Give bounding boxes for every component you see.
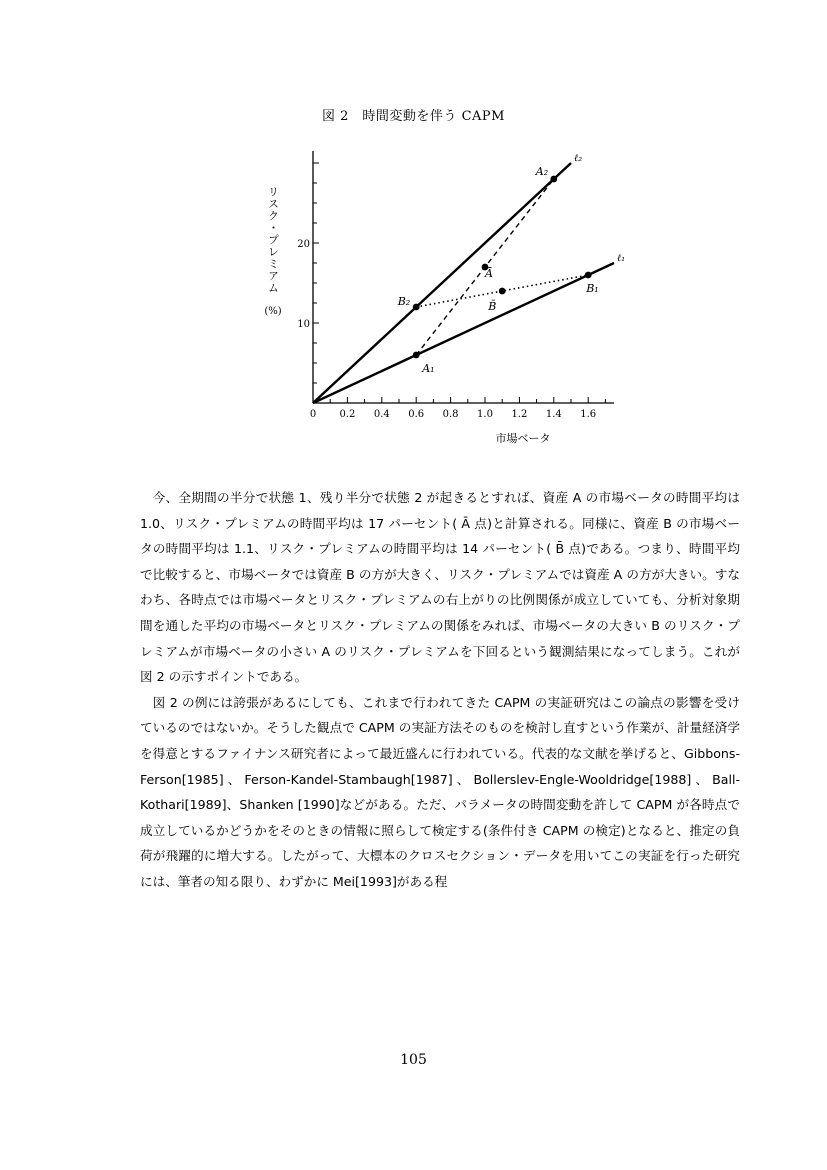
line-label: ℓ₁ bbox=[617, 253, 626, 264]
x-axis-label: 市場ベータ bbox=[495, 432, 551, 445]
y-axis-unit: (%) bbox=[264, 306, 282, 317]
x-tick-label: 0.2 bbox=[339, 409, 356, 420]
point-label: Ā bbox=[485, 267, 493, 280]
x-tick-label: 1.0 bbox=[477, 409, 493, 420]
x-tick-label: 0.4 bbox=[373, 409, 390, 420]
chart bbox=[255, 138, 635, 448]
page-number: 105 bbox=[400, 1052, 427, 1068]
x-tick-label: 1.6 bbox=[580, 409, 597, 420]
data-point bbox=[585, 272, 592, 279]
chart-axes bbox=[313, 151, 614, 403]
point-label: B₁ bbox=[586, 282, 599, 295]
point-label: B̄ bbox=[488, 300, 497, 313]
chart-lines bbox=[313, 163, 614, 403]
data-point bbox=[413, 304, 420, 311]
paragraph-2: 図 2 の例には誇張があるにしても、これまで行われてきた CAPM の実証研究はこの論点の影響を受けているのではないか。そうした観点で CAPM の実証方法そのものを検討し直すという作業が、計量経済学を得意とするファイナンス研究者によって最近盛んに行われている。代表的な文献を挙げると、Gibbons-Ferson[1985]、Ferson-Kandel-Stambaugh[1987]、Bollerslev-Engle-Wooldridge[1988]、Ball-Kothari[1989]、Shanken [1990]などがある。ただ、パラメータの時間変動を許して CAPM が各時点で成立しているかどうかをそのときの情報に照らして検定する(条件付き CAPM の検定)となると、推定の負荷が飛躍的に増大する。したがって、大標本のクロスセクション・データを用いてこの実証を行った研究には、筆者の知る限り、わずかに Mei[1993]がある程 bbox=[140, 694, 740, 889]
y-tick-label: 10 bbox=[297, 319, 310, 330]
series-line-2 bbox=[313, 263, 614, 403]
y-axis-label: リスク・プレミアム bbox=[266, 186, 280, 294]
point-label: A₂ bbox=[535, 165, 549, 178]
x-tick-label: 1.4 bbox=[545, 409, 562, 420]
point-label: A₁ bbox=[422, 362, 435, 375]
x-tick-label: 0 bbox=[309, 409, 317, 420]
line-label: ℓ₂ bbox=[574, 153, 583, 164]
chart-points bbox=[413, 176, 592, 359]
data-point bbox=[550, 176, 557, 183]
body-text bbox=[140, 485, 740, 895]
x-tick-label: 0.6 bbox=[408, 409, 425, 420]
figure-title: 図 2 時間変動を伴う CAPM bbox=[322, 109, 505, 124]
point-label: B₂ bbox=[397, 295, 411, 308]
data-point bbox=[413, 352, 420, 359]
paragraph-1: 今、全期間の半分で状態 1、残り半分で状態 2 が起きるとすれば、資産 A の市場ベータの時間平均は 1.0、リスク・プレミアムの時間平均は 17 パーセント( Ā 点)と計算される。同様に、資産 B の市場ベータの時間平均は 1.1、リスク・プレミアムの時間平均は 14 パーセント( B̄ 点)である。つまり、時間平均で比較すると、市場ベータでは資産 B の方が大きく、リスク・プレミアムでは資産 A の方が大きい。すなわち、各時点では市場ベータとリスク・プレミアムの右上がりの比例関係が成立していても、分析対象期間を通した平均の市場ベータとリスク・プレミアムの関係をみれば、市場ベータの大きい B のリスク・プレミアムが市場ベータの小さい A のリスク・プレミアムを下回るという観測結果になってしまう。これが図 2 の示すポイントである。 bbox=[140, 490, 740, 685]
y-tick-label: 20 bbox=[297, 239, 310, 250]
series-line-1 bbox=[313, 163, 571, 403]
x-tick-label: 1.2 bbox=[511, 409, 528, 420]
data-point bbox=[499, 288, 506, 295]
x-tick-label: 0.8 bbox=[442, 409, 459, 420]
